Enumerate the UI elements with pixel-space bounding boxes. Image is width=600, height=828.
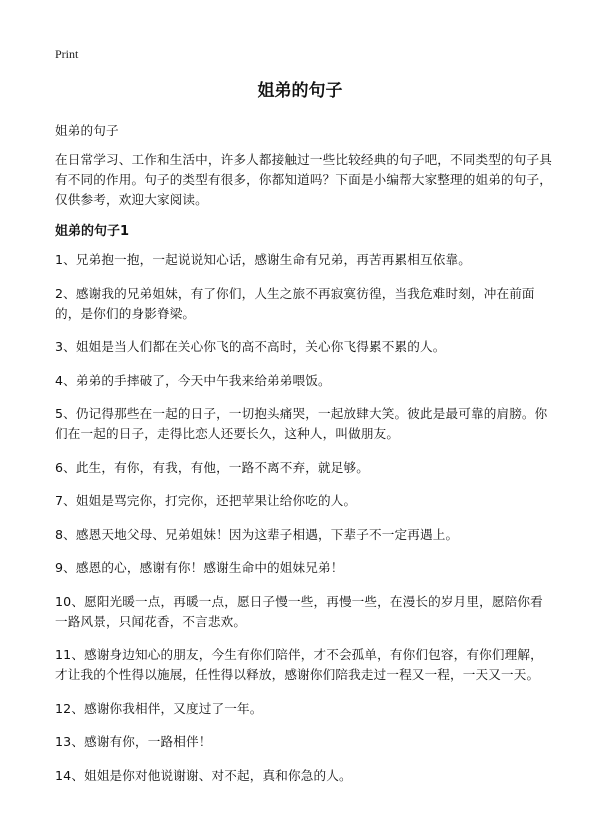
list-item: 1、兄弟抱一抱，一起说说知心话，感谢生命有兄弟，再苦再累相互依靠。 — [55, 252, 471, 267]
list-item: 3、姐姐是当人们都在关心你飞的高不高时，关心你飞得累不累的人。 — [55, 339, 446, 354]
list-item: 11、感谢身边知心的朋友，今生有你们陪伴，才不会孤单，有你们包容，有你们理解，才让我的个性得以施展，任性得以释放，感谢你们陪我走过一程又一程，一天又一天。 — [55, 647, 543, 682]
list-item: 5、仍记得那些在一起的日子，一切抱头痛哭，一起放肆大笑。彼此是最可靠的肩膀。你们在一起的日子，走得比恋人还要长久，这种人，叫做朋友。 — [55, 406, 548, 441]
list-item: 2、感谢我的兄弟姐妹，有了你们，人生之旅不再寂寞彷徨，当我危难时刻，冲在前面的，是你们的身影脊梁。 — [55, 285, 535, 321]
list-item: 14、姐姐是你对他说谢谢、对不起，真和你急的人。 — [55, 767, 352, 783]
list-item: 9、感恩的心，感谢有你！感谢生命中的姐妹兄弟！ — [55, 560, 344, 575]
list-item: 6、此生，有你，有我，有他，一路不离不弃，就足够。 — [55, 459, 370, 475]
document-subtitle: 姐弟的句子 — [55, 123, 119, 138]
document-title: 姐弟的句子 — [257, 81, 343, 101]
list-item: 10、愿阳光暖一点，再暖一点，愿日子慢一些，再慢一些，在漫长的岁月里，愿陪你看一路风景，只闻花香，不言悲欢。 — [55, 593, 543, 629]
list-item: 13、感谢有你，一路相伴！ — [55, 734, 212, 749]
intro-paragraph: 在日常学习、工作和生活中，许多人都接触过一些比较经典的句子吧，不同类型的句子具有不同的作用。句子的类型有很多，你都知道吗？下面是小编帮大家整理的姐弟的句子，仅供参考，欢迎大家阅读。 — [55, 152, 553, 207]
article-body — [55, 121, 555, 799]
list-item: 12、感谢你我相伴，又度过了一年。 — [55, 700, 263, 716]
section-heading: 姐弟的句子1 — [55, 224, 130, 239]
sentence-list — [55, 250, 555, 786]
list-item: 8、感恩天地父母、兄弟姐妹！因为这辈子相遇，下辈子不一定再遇上。 — [55, 526, 459, 542]
list-item: 7、姐姐是骂完你，打完你，还把苹果让给你吃的人。 — [55, 493, 357, 508]
list-item: 4、弟弟的手摔破了，今天中午我来给弟弟喂饭。 — [55, 372, 331, 388]
print-link[interactable]: Print — [55, 47, 79, 61]
